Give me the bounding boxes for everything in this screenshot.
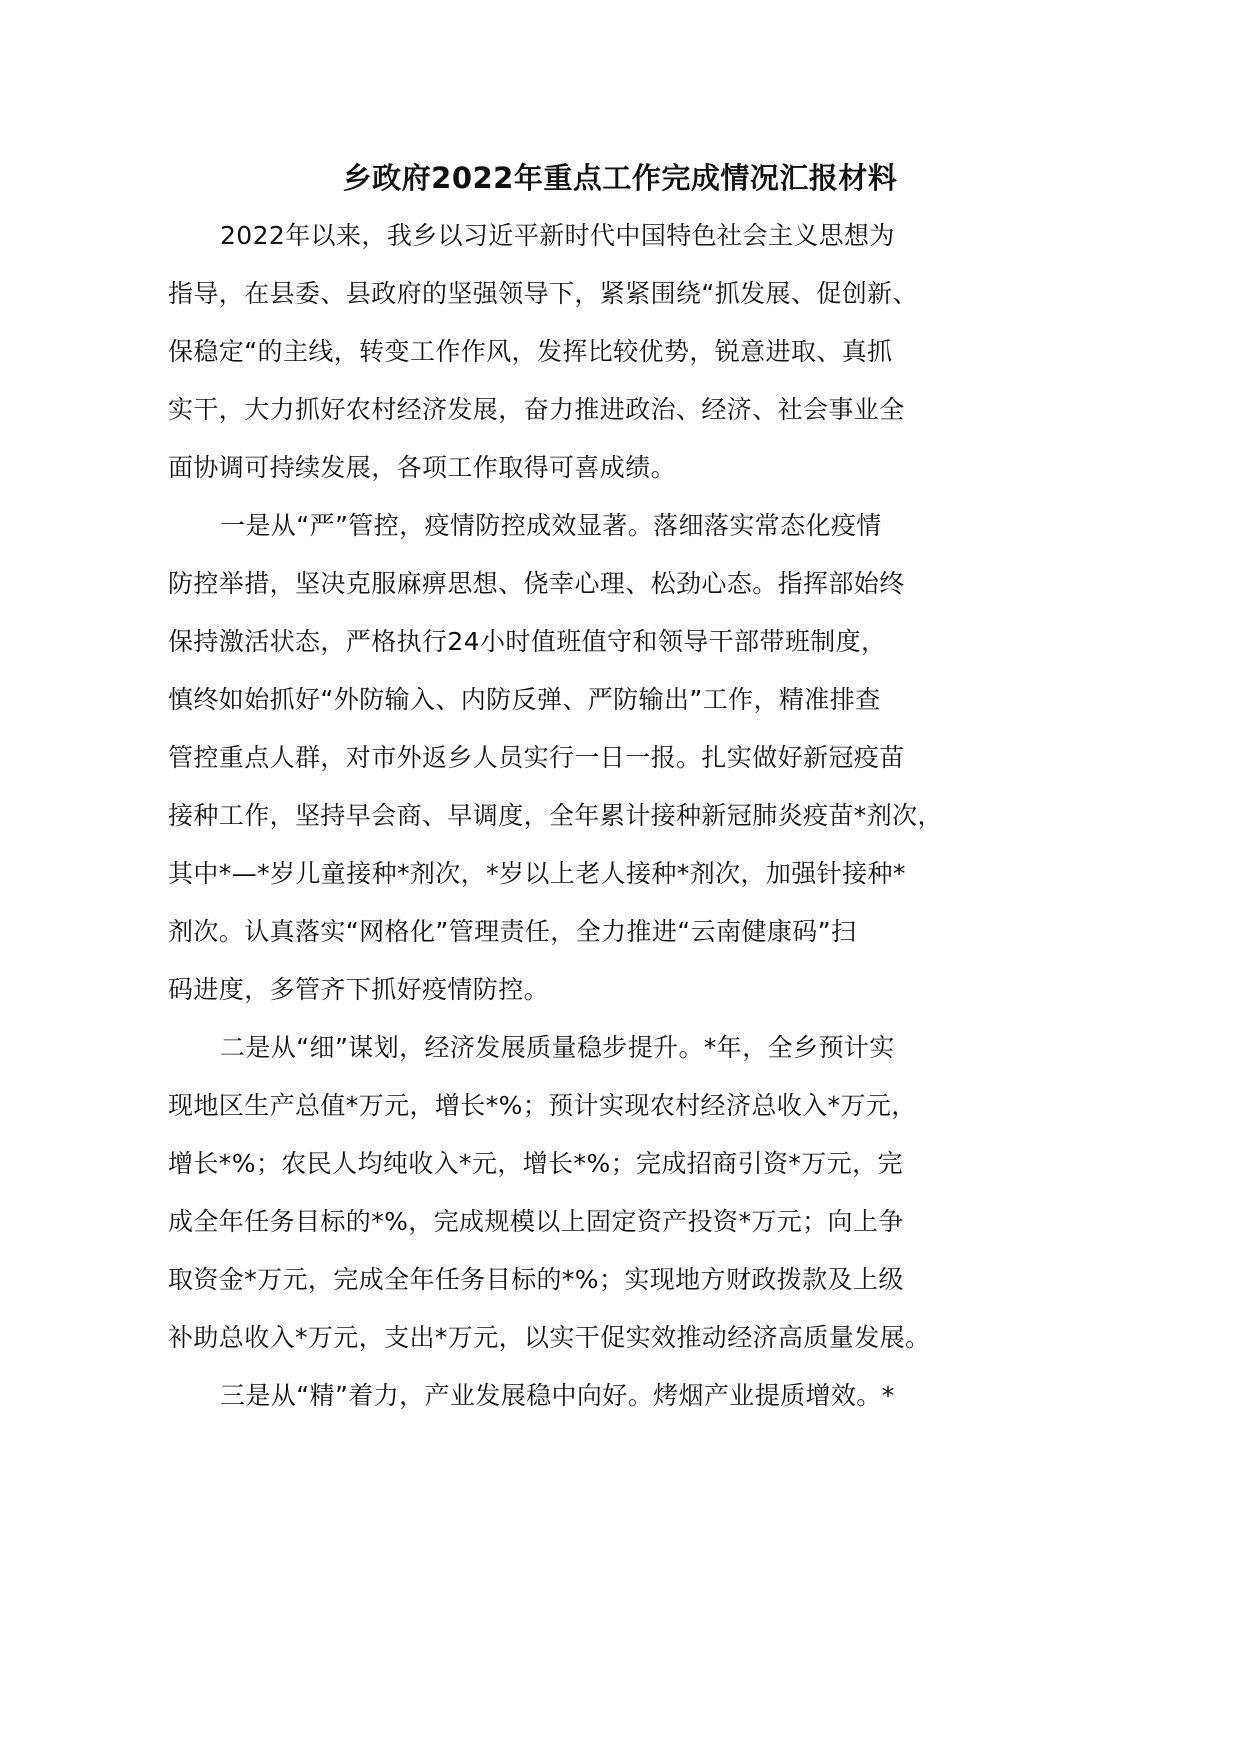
paragraph-economy-line-2: 现地区生产总值*万元，增长*%；预计实现农村经济总收入*万元，: [168, 1091, 917, 1120]
paragraph-economy-line-1: 二是从“细”谋划，经济发展质量稳步提升。*年，全乡预计实: [220, 1033, 895, 1062]
paragraph-intro-line-1: 2022年以来，我乡以习近平新时代中国特色社会主义思想为: [220, 221, 895, 250]
paragraph-epidemic-line-9: 码进度，多管齐下抓好疫情防控。: [168, 975, 550, 1004]
paragraph-economy-line-4: 成全年任务目标的*%，完成规模以上固定资产投资*万元；向上争: [168, 1207, 904, 1236]
paragraph-economy-line-6: 补助总收入*万元，支出*万元，以实干促实效推动经济高质量发展。: [168, 1323, 931, 1352]
paragraph-epidemic-line-7: 其中*—*岁儿童接种*剂次，*岁以上老人接种*剂次，加强针接种*: [168, 859, 906, 888]
paragraph-intro-line-3: 保稳定“的主线，转变工作作风，发挥比较优势，锐意进取、真抓: [168, 337, 893, 366]
paragraph-epidemic-line-3: 保持激活状态，严格执行24小时值班值守和领导干部带班制度，: [168, 627, 887, 656]
paragraph-industry-line-1: 三是从“精”着力，产业发展稳中向好。烤烟产业提质增效。*: [220, 1381, 895, 1410]
paragraph-epidemic-line-6: 接种工作，坚持早会商、早调度，全年累计接种新冠肺炎疫苗*剂次，: [168, 801, 943, 830]
paragraph-epidemic-line-2: 防控举措，坚决克服麻痹思想、侥幸心理、松劲心态。指挥部始终: [168, 569, 905, 598]
paragraph-intro-line-4: 实干，大力抓好农村经济发展，奋力推进政治、经济、社会事业全: [168, 395, 905, 424]
paragraph-intro-line-2: 指导，在县委、县政府的坚强领导下，紧紧围绕“抓发展、促创新、: [168, 279, 918, 308]
paragraph-epidemic-line-1: 一是从“严”管控，疫情防控成效显著。落细落实常态化疫情: [220, 511, 882, 540]
paragraph-epidemic-line-5: 管控重点人群，对市外返乡人员实行一日一报。扎实做好新冠疫苗: [168, 743, 905, 772]
paragraph-intro-line-5: 面协调可持续发展，各项工作取得可喜成绩。: [168, 453, 677, 482]
paragraph-epidemic-line-8: 剂次。认真落实“网格化”管理责任，全力推进“云南健康码”扫: [168, 917, 857, 946]
paragraph-economy-line-5: 取资金*万元，完成全年任务目标的*%；实现地方财政拨款及上级: [168, 1265, 904, 1294]
paragraph-epidemic-line-4: 慎终如始抓好“外防输入、内防反弹、严防输出”工作，精准排查: [168, 685, 881, 714]
document-title: 乡政府2022年重点工作完成情况汇报材料: [342, 161, 898, 195]
paragraph-economy-line-3: 增长*%；农民人均纯收入*元，增长*%；完成招商引资*万元，完: [168, 1149, 903, 1178]
